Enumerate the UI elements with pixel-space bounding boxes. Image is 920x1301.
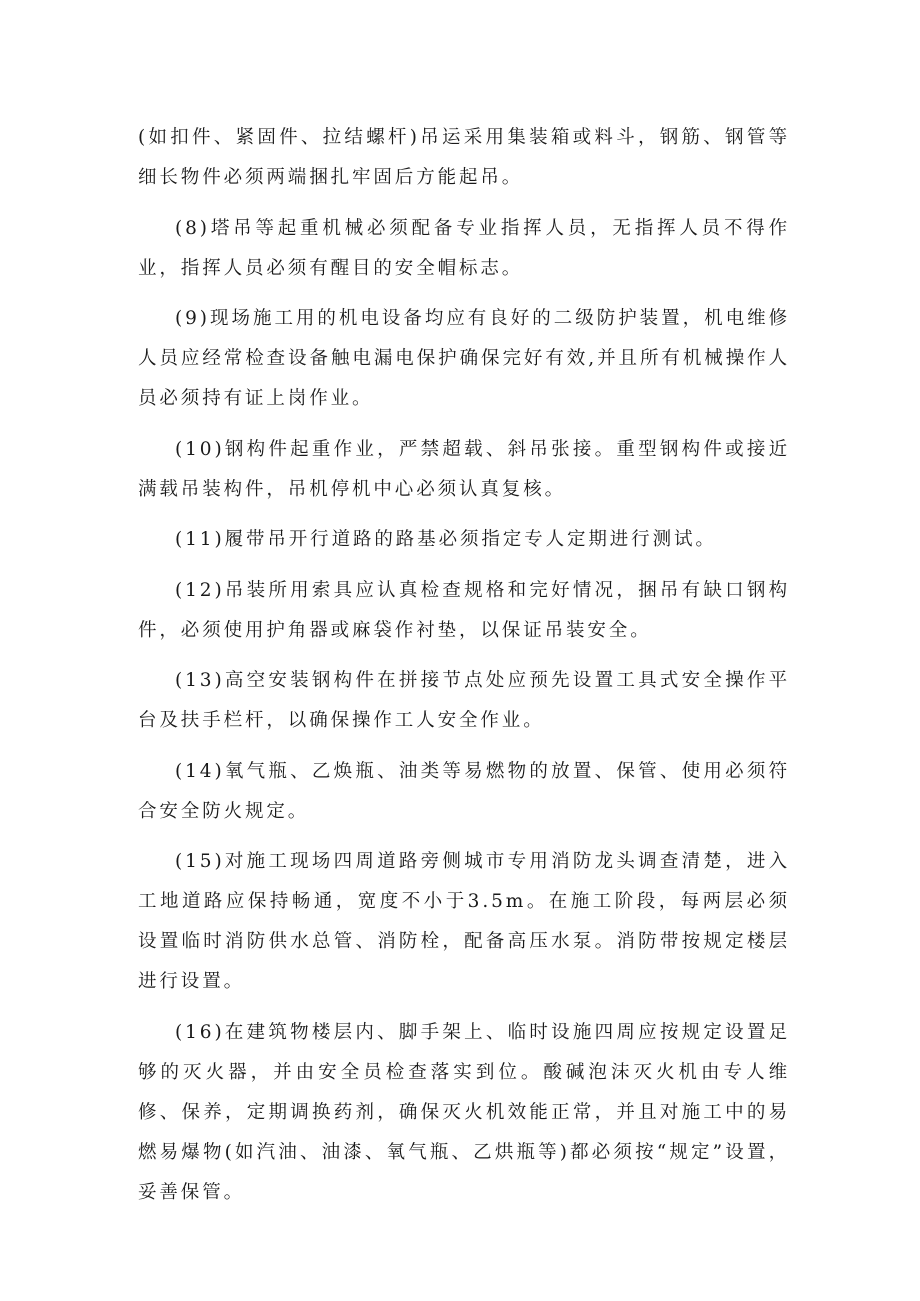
paragraph-item-12: (12)吊装所用索具应认真检查规格和完好情况，捆吊有缺口钢构件，必须使用护角器或麻袋作衬垫，以保证吊装安全。 [138,579,790,641]
document-body [138,118,790,1223]
paragraph-item-9: (9)现场施工用的机电设备均应有良好的二级防护装置，机电维修人员应经常检查设备触电漏电保护确保完好有效,并且所有机械操作人员必须持有证上岗作业。 [138,308,790,409]
paragraph-item-10: (10)钢构件起重作业，严禁超载、斜吊张接。重型钢构件或接近满载吊装构件，吊机停机中心必须认真复核。 [138,438,790,500]
paragraph-continuation: (如扣件、紧固件、拉结螺杆)吊运采用集装箱或料斗，钢筋、钢管等细长物件必须两端捆扎牢固后方能起吊。 [138,127,790,188]
paragraph-item-15: (15)对施工现场四周道路旁侧城市专用消防龙头调查清楚，进入工地道路应保持畅通，宽度不小于3.5m。在施工阶段，每两层必须设置临时消防供水总管、消防栓，配备高压水泵。消防带按规定楼层进行设置。 [138,851,790,992]
paragraph-item-11: (11)履带吊开行道路的路基必须指定专人定期进行测试。 [175,529,717,550]
paragraph-item-13: (13)高空安装钢构件在拼接节点处应预先设置工具式安全操作平台及扶手栏杆，以确保操作工人安全作业。 [138,670,790,731]
paragraph-item-16: (16)在建筑物楼层内、脚手架上、临时设施四周应按规定设置足够的灭火器，并由安全员检查落实到位。酸碱泡沫灭火机由专人维修、保养，定期调换药剂，确保灭火机效能正常，并且对施工中的易燃易爆物(如汽油、油漆、氧气瓶、乙烘瓶等)都必须按“规定”设置，妥善保管。 [138,1021,790,1203]
paragraph-item-8: (8)塔吊等起重机械必须配备专业指挥人员，无指挥人员不得作业，指挥人员必须有醒目的安全帽标志。 [138,217,790,279]
paragraph-item-14: (14)氧气瓶、乙焕瓶、油类等易燃物的放置、保管、使用必须符合安全防火规定。 [138,760,790,822]
